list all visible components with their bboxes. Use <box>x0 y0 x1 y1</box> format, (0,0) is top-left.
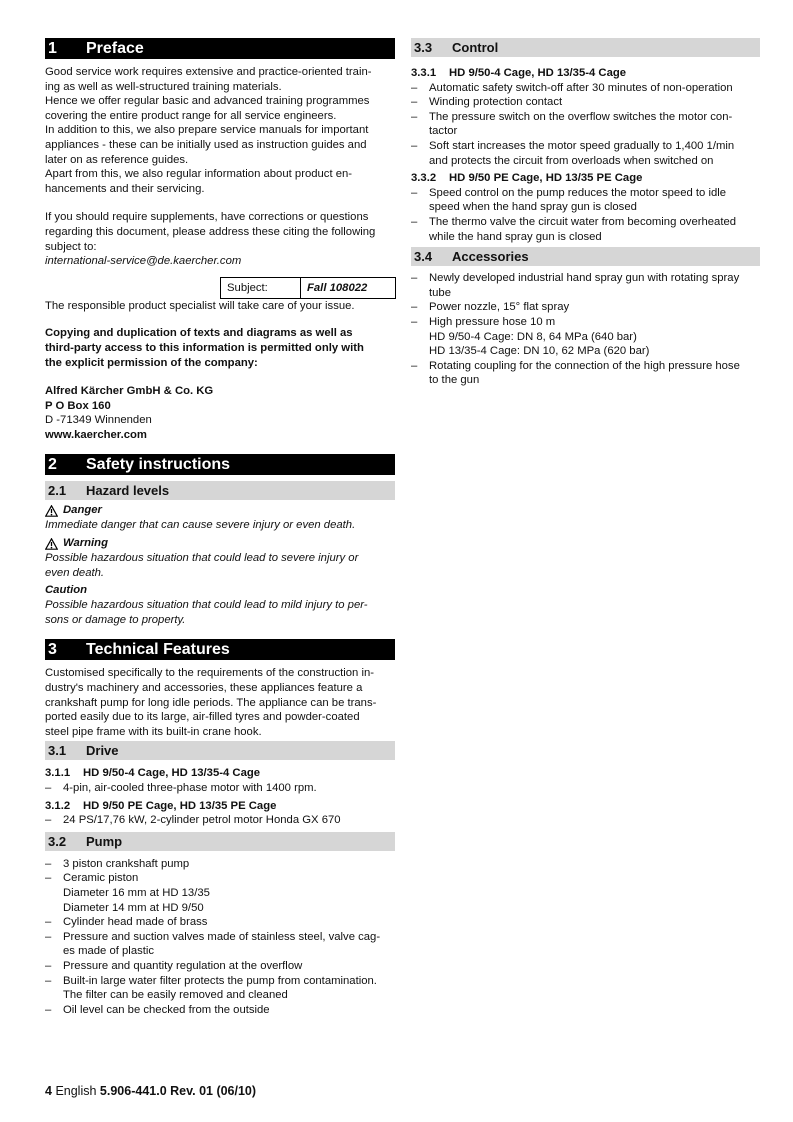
drive-heading-312: 3.1.2 HD 9/50 PE Cage, HD 13/35 PE Cage <box>45 799 277 812</box>
service-email: international-service@de.kaercher.com <box>45 255 242 268</box>
caution-label: Caution <box>45 584 88 597</box>
warning-triangle-icon <box>45 505 58 517</box>
list-item: – Power nozzle, 15° flat spray <box>411 300 760 315</box>
copyright-notice: Copying and duplication of texts and diagrams as well as third-party access to this information is permitted only with the explicit permission of the company: <box>45 327 364 369</box>
preface-text: Good service work requires extensive and practice-oriented train- ing as well as well-structured training materials. Hence we offer regular basic and advanced training programmes covering the entire product range for all service engineers. In addition to this, we also prepare service manuals for important appliances - these can be initially used as instruction guides and later on as reference guides. Apart from this, we also regular information about product en- hancements and their servicing. <box>45 66 372 195</box>
list-item: – Soft start increases the motor speed gradually to 1,400 1/min <box>411 139 760 154</box>
list-item: – 24 PS/17,76 kW, 2-cylinder petrol motor Honda GX 670 <box>45 813 395 828</box>
subsection-heading-accessories: 3.4 Accessories <box>411 247 760 266</box>
drive-heading-311: 3.1.1 HD 9/50-4 Cage, HD 13/35-4 Cage <box>45 767 261 780</box>
list-item: – Speed control on the pump reduces the motor speed to idle <box>411 186 760 201</box>
supplements-text: If you should require supplements, have corrections or questions regarding this document, please address these citing the following subject to: international-service@de.kaercher.com <box>45 211 376 268</box>
list-item: – 3 piston crankshaft pump <box>45 857 395 872</box>
right-column <box>411 38 760 388</box>
technical-intro: Customised specifically to the requirements of the construction in- dustry's machinery and accessories, these appliances feature a crankshaft pump for long idle periods. The appliance can be trans- ported easily due to its large, air-filled tyres and powder-coated steel pipe frame with its built-in crane hook. <box>45 667 377 738</box>
list-item: The filter can be easily removed and cleaned <box>63 989 288 1002</box>
list-item: – Cylinder head made of brass <box>45 915 395 930</box>
footer-doc-id: 5.906-441.0 Rev. 01 (06/10) <box>99 1084 257 1098</box>
subject-box: Subject: Fall 108022 <box>220 277 396 299</box>
list-item: HD 9/50-4 Cage: DN 8, 64 MPa (640 bar) <box>429 330 637 343</box>
warning-label: Warning <box>45 536 395 551</box>
subsection-heading-control: 3.3 Control <box>411 38 760 57</box>
drive-list-311 <box>45 781 395 796</box>
section-heading-preface: 1 Preface <box>45 38 395 59</box>
list-item: while the hand spray gun is closed <box>429 230 602 243</box>
company-address: Alfred Kärcher GmbH & Co. KG P O Box 160 D -71349 Winnenden www.kaercher.com <box>45 385 214 441</box>
danger-label: Danger <box>45 503 395 518</box>
list-item: – Oil level can be checked from the outside <box>45 1003 395 1018</box>
subsection-heading-drive: 3.1 Drive <box>45 741 395 760</box>
pump-list <box>45 857 395 1018</box>
control-heading-331: 3.3.1 HD 9/50-4 Cage, HD 13/35-4 Cage <box>411 67 627 79</box>
list-item: – Ceramic piston <box>45 871 395 886</box>
list-item: – Automatic safety switch-off after 30 minutes of non-operation <box>411 81 760 96</box>
specialist-note: The responsible product specialist will take care of your issue. <box>45 299 355 312</box>
danger-text: Immediate danger that can cause severe injury or even death. <box>45 519 356 532</box>
list-item: – The thermo valve the circuit water from becoming overheated <box>411 215 760 230</box>
control-list-332 <box>411 186 760 244</box>
subsection-heading-hazard: 2.1 Hazard levels <box>45 481 395 500</box>
list-item: Diameter 16 mm at HD 13/35 <box>63 886 210 899</box>
left-column <box>45 38 395 1017</box>
list-item: – Rotating coupling for the connection of the high pressure hose <box>411 359 760 374</box>
page-number: 4 <box>45 1084 52 1098</box>
accessories-list <box>411 271 760 388</box>
list-item: – Newly developed industrial hand spray gun with rotating spray <box>411 271 760 286</box>
caution-text: Possible hazardous situation that could lead to mild injury to per- sons or damage to property. <box>45 599 368 626</box>
drive-list-312 <box>45 813 395 828</box>
list-item: – Pressure and quantity regulation at the overflow <box>45 959 395 974</box>
list-item: tube <box>429 286 451 299</box>
list-item: speed when the hand spray gun is closed <box>429 201 637 214</box>
warning-triangle-icon <box>45 538 58 550</box>
subsection-heading-pump: 3.2 Pump <box>45 832 395 851</box>
list-item: – High pressure hose 10 m <box>411 315 760 330</box>
list-item: – The pressure switch on the overflow switches the motor con- <box>411 110 760 125</box>
list-item: – Winding protection contact <box>411 95 760 110</box>
list-item: – Pressure and suction valves made of stainless steel, valve cag- <box>45 930 395 945</box>
section-heading-technical: 3 Technical Features <box>45 639 395 660</box>
list-item: to the gun <box>429 374 480 387</box>
control-list-331 <box>411 81 760 169</box>
footer-language: English <box>55 1084 97 1098</box>
warning-text: Possible hazardous situation that could lead to severe injury or even death. <box>45 552 359 579</box>
control-heading-332: 3.3.2 HD 9/50 PE Cage, HD 13/35 PE Cage <box>411 172 643 185</box>
list-item: Diameter 14 mm at HD 9/50 <box>63 901 204 914</box>
page-footer <box>45 1084 256 1098</box>
list-item: – 4-pin, air-cooled three-phase motor with 1400 rpm. <box>45 781 395 796</box>
list-item: tactor <box>429 125 458 138</box>
list-item: – Built-in large water filter protects the pump from contamination. <box>45 974 395 989</box>
list-item: and protects the circuit from overloads when switched on <box>429 154 714 167</box>
list-item: es made of plastic <box>63 945 155 958</box>
list-item: HD 13/35-4 Cage: DN 10, 62 MPa (620 bar) <box>429 345 650 358</box>
section-heading-safety: 2 Safety instructions <box>45 454 395 475</box>
